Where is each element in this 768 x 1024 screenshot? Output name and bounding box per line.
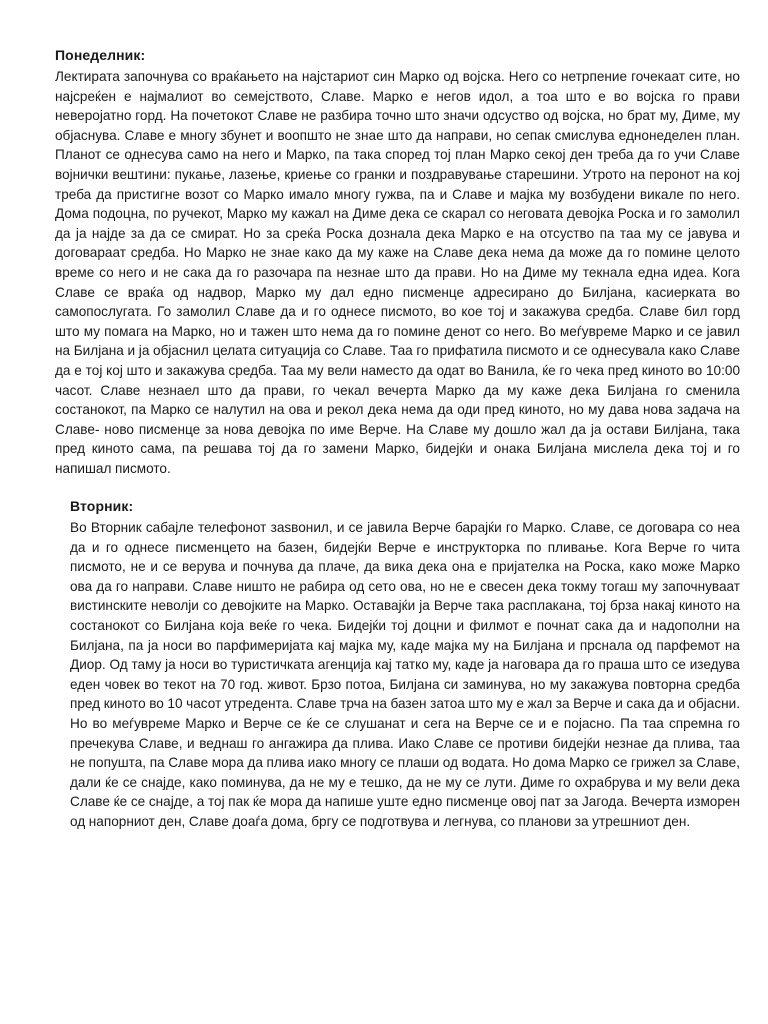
section-heading-tuesday: Вторник:: [70, 498, 134, 514]
section-tuesday: [70, 497, 740, 832]
section-body-monday: Лектирата започнува со враќањето на најстариот син Марко од војска. Него со нетрпение гочекаат сите, но најсреќен е најмалиот во семејството, Славе. Марко е негов идол, а тоа што е во војска го прави неверојатно горд. На почетокот Славе не разбира точно што значи одсуство од војска, но брат му, Диме, му објаснува. Славе е многу збунет и воопшто не знае што да направи, но сепак смислува еднонеделен план. Планот се однесува само на него и Марко, па така според тој план Марко секој ден треба да го учи Славе војнички вештини: пукање, лазење, криење со гранки и поздравување старешини. Утрото на перонот на кој треба да пристигне возот со Марко имало многу гужва, па и Славе и мајка му возбудени викале по него. Дома подоцна, по ручекот, Марко му кажал на Диме дека се скарал со неговата девојка Роска и го замолил да ја најде за да се смират. Но за среќа Роска дознала дека Марко е на отсуство па таа му се јавува и договараат средба. Но Марко не знае како да му каже на Славе дека нема да може да го помине целото време со него и не сака да го разочара па незнае што да прави. Но на Диме му текнала една идеа. Кога Славе се враќа од надвор, Марко му дал едно писменце адресирано до Билјана, касиерката во самопослугата. Го замолил Славе да и го однесе писмото, во кое тој и закажува средба. Славе бил горд што му помага на Марко, но и тажен што нема да го помине денот со него. Во меѓувреме Марко и се јавил на Билјана и ја објаснил целата ситуација со Славе. Таа го прифатила писмото и се однесувала како Славе да е тој кој што и закажува средба. Таа му вели наместо да одат во Ванила, ќе го чека пред киното во 10:00 часот. Славе незнаел што да прави, го чекал вечерта Марко да му каже дека Билјана го сменила состанокот, па Марко се налутил на ова и рекол дека нема да оди пред киното, но му дава нова задача на Славе- ново писменце за нова девојка по име Верче. На Славе му дошло жал да ја остави Билјана, така пред киното сама, па решава тој да го замени Марко, бидејќи и онака Билјана мислела дека тој и го напишал писмото.: [55, 69, 740, 476]
section-monday: [55, 46, 740, 478]
section-heading-monday: Понеделник:: [55, 47, 146, 63]
section-body-tuesday: Во Вторник сабајле телефонот заѕвонил, и се јавила Верче барајќи го Марко. Славе, се договара со неа да и го однесе писменцето на базен, бидејќи Верче е инструкторка по пливање. Кога Верче го чита писмото, не и се верува и почнува да плаче, да вика дека она е пријателка на Роска, како може Марко ова да го направи. Славе ништо не рабира од сето ова, но не е свесен дека токму тогаш му започнуваат вистинските неволји со девојките на Марко. Оставајќи ја Верче така расплакана, тој брза накај киното на состанокот со Билјана која веќе го чека. Бидејќи тој доцни и филмот е почнат сака да и надополни на Билјана, па ја носи во парфимеријата кај мајка му, каде мајка му на Билјана и прснала од парфемот на Диор. Од таму ја носи во туристичката агенција кај татко му, каде ја наговара да го праша што се изедува еден човек во текот на 70 год. живот. Брзо потоа, Билјана си заминува, но му закажува повторна средба пред киното во 10 часот утредента. Славе трча на базен затоа што му е жал за Верче и сака да и објасни. Но во меѓувреме Марко и Верче се ќе се слушанат и сега на Верче се и е појасно. Па таа спремна го пречекува Славе, и веднаш го ангажира да плива. Иако Славе се противи бидејќи незнае да плива, таа не попушта, па Славе мора да плива иако многу се плаши од водата. Но дома Марко се грижел за Славе, дали ќе се снајде, како поминува, да не му е тешко, да не му се лути. Диме го охрабрува и му вели дека Славе ќе се снајде, а тој пак ќе мора да напише уште едно писменце овој пат за Јагода. Вечерта изморен од напорниот ден, Славе доаѓа дома, бргу се подготвува и легнува, со планови за утрешниот ден.: [70, 520, 740, 829]
